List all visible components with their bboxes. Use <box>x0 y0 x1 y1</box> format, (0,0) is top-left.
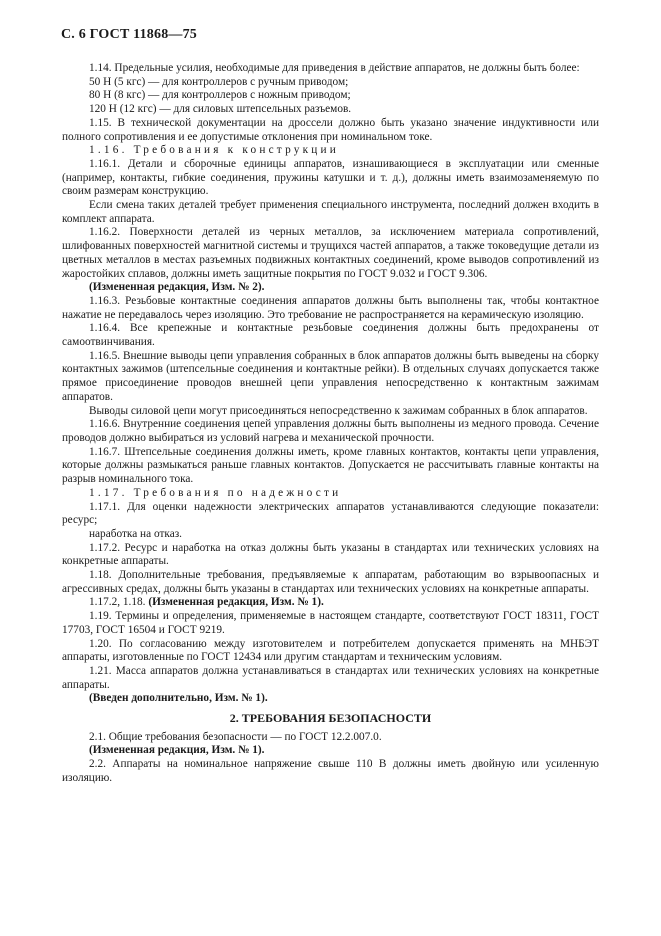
paragraph-1-16-5-cont: Выводы силовой цепи могут присоединяться непосредственно к зажимам собранных в блок аппаратов. <box>89 404 588 417</box>
paragraph-2-2: 2.2. Аппараты на номинальное напряжение свыше 110 В должны иметь двойную или усиленную изоляцию. <box>62 758 599 784</box>
paragraph-1-16-5: 1.16.5. Внешние выводы цепи управления собранных в блок аппаратов должны быть выведены на сборку контактных зажимов (штепсельные соединения и контактные рейки). В отдельных случаях допускается также прямое присоединение проводов внешней цепи управления непосредственно к контактным зажимам аппаратов. <box>62 349 599 403</box>
paragraph-1-16-2: 1.16.2. Поверхности деталей из черных металлов, за исключением материала сопротивлений, шлифованных поверхностей магнитной системы и трущихся частей аппаратов, а также токоведущие детали из цветных металлов в местах разъемных подвижных контактных соединений, кроме выводов сопротивлений из жаростойких сплавов, должны иметь защитные покрытия по ГОСТ 9.032 и ГОСТ 9.306. <box>62 226 599 280</box>
list-item-manual-controller: 50 Н (5 кгс) — для контроллеров с ручным приводом; <box>89 75 349 88</box>
paragraph-1-17-1-item: наработка на отказ. <box>89 527 183 540</box>
section-title-safety: 2. ТРЕБОВАНИЯ БЕЗОПАСНОСТИ <box>229 711 432 726</box>
paragraph-1-17-2: 1.17.2. Ресурс и наработка на отказ должны быть указаны в стандартах или технических условиях на конкретные аппараты. <box>62 541 599 568</box>
paragraph-1-20: 1.20. По согласованию между изготовителем и потребителем допускается применять на МНБЭТ аппараты, изготовленные по ГОСТ 12434 или другим стандартам и техническим условиям. <box>62 637 599 664</box>
list-item-power-connector: 120 Н (12 кгс) — для силовых штепсельных разъемов. <box>89 103 352 116</box>
paragraph-1-19: 1.19. Термины и определения, применяемые в настоящем стандарте, соответствуют ГОСТ 18311, ГОСТ 17703, ГОСТ 16504 и ГОСТ 9219. <box>62 610 599 636</box>
paragraph-1-17-1: 1.17.1. Для оценки надежности электрических аппаратов устанавливаются следующие показатели: ресурс; <box>62 500 599 527</box>
list-item-foot-controller: 80 Н (8 кгс) — для контроллеров с ножным приводом; <box>89 89 351 102</box>
paragraph-1-16-7: 1.16.7. Штепсельные соединения должны иметь, кроме главных контактов, контакты цепи управления, которые должны размыкаться раньше главных контактов. Допускается не рассчитывать главные контакты на разрыв номинального тока. <box>62 445 599 486</box>
amendment-note-2: (Измененная редакция, Изм. № 2). <box>89 281 265 294</box>
paragraph-1-16-4: 1.16.4. Все крепежные и контактные резьбовые соединения должны быть предохранены от самоотвинчивания. <box>62 322 599 349</box>
paragraph-1-16-6: 1.16.6. Внутренние соединения цепей управления должны быть выполнены из медного провода. Сечение проводов должно выбираться из условий нагрева и механической прочности. <box>62 418 599 444</box>
subheading-reliability-requirements: 1.17. Требования по надежности <box>89 486 342 499</box>
amendment-note-added: (Введен дополнительно, Изм. № 1). <box>89 692 268 705</box>
subheading-construction-requirements: 1.16. Требования к конструкции <box>89 144 340 157</box>
amendment-note-2-1: (Измененная редакция, Изм. № 1). <box>89 744 265 757</box>
amendment-ref: 1.17.2, 1.18. <box>89 596 149 609</box>
paragraph-1-18: 1.18. Дополнительные требования, предъявляемые к аппаратам, работающим во взрывоопасных и агрессивных средах, должны быть указаны в стандартах или технических условиях на конкретные аппараты. <box>62 569 599 595</box>
page-header: С. 6 ГОСТ 11868—75 <box>61 27 198 42</box>
amendment-note-1-17-2 <box>62 596 599 610</box>
paragraph-1-16-3: 1.16.3. Резьбовые контактные соединения аппаратов должны быть выполнены так, чтобы контактное нажатие не передавалось через изоляцию. Это требование не распространяется на керамическую изоляцию. <box>62 294 599 321</box>
paragraph-1-14: 1.14. Предельные усилия, необходимые для приведения в действие аппаратов, не должны быть более: <box>89 62 580 74</box>
amendment-label: (Измененная редакция, Изм. № 1). <box>148 596 324 609</box>
paragraph-1-16-1-cont: Если смена таких деталей требует применения специального инструмента, последний должен входить в комплект аппарата. <box>62 199 599 225</box>
document-body <box>62 62 599 786</box>
paragraph-1-16-1: 1.16.1. Детали и сборочные единицы аппаратов, изнашивающиеся в эксплуатации или сменные (например, контакты, гибкие соединения, пружины катушки и т. д.), должны иметь взаимозаменяемую по своим размерам конструкцию. <box>62 157 599 198</box>
paragraph-1-21: 1.21. Масса аппаратов должна устанавливаться в стандартах или технических условиях на конкретные аппараты. <box>62 664 599 691</box>
paragraph-1-15: 1.15. В технической документации на дроссели должно быть указано значение индуктивности или полного сопротивления и ее допустимые отклонения при номинальном токе. <box>62 116 599 143</box>
paragraph-2-1: 2.1. Общие требования безопасности — по ГОСТ 12.2.007.0. <box>89 730 382 743</box>
